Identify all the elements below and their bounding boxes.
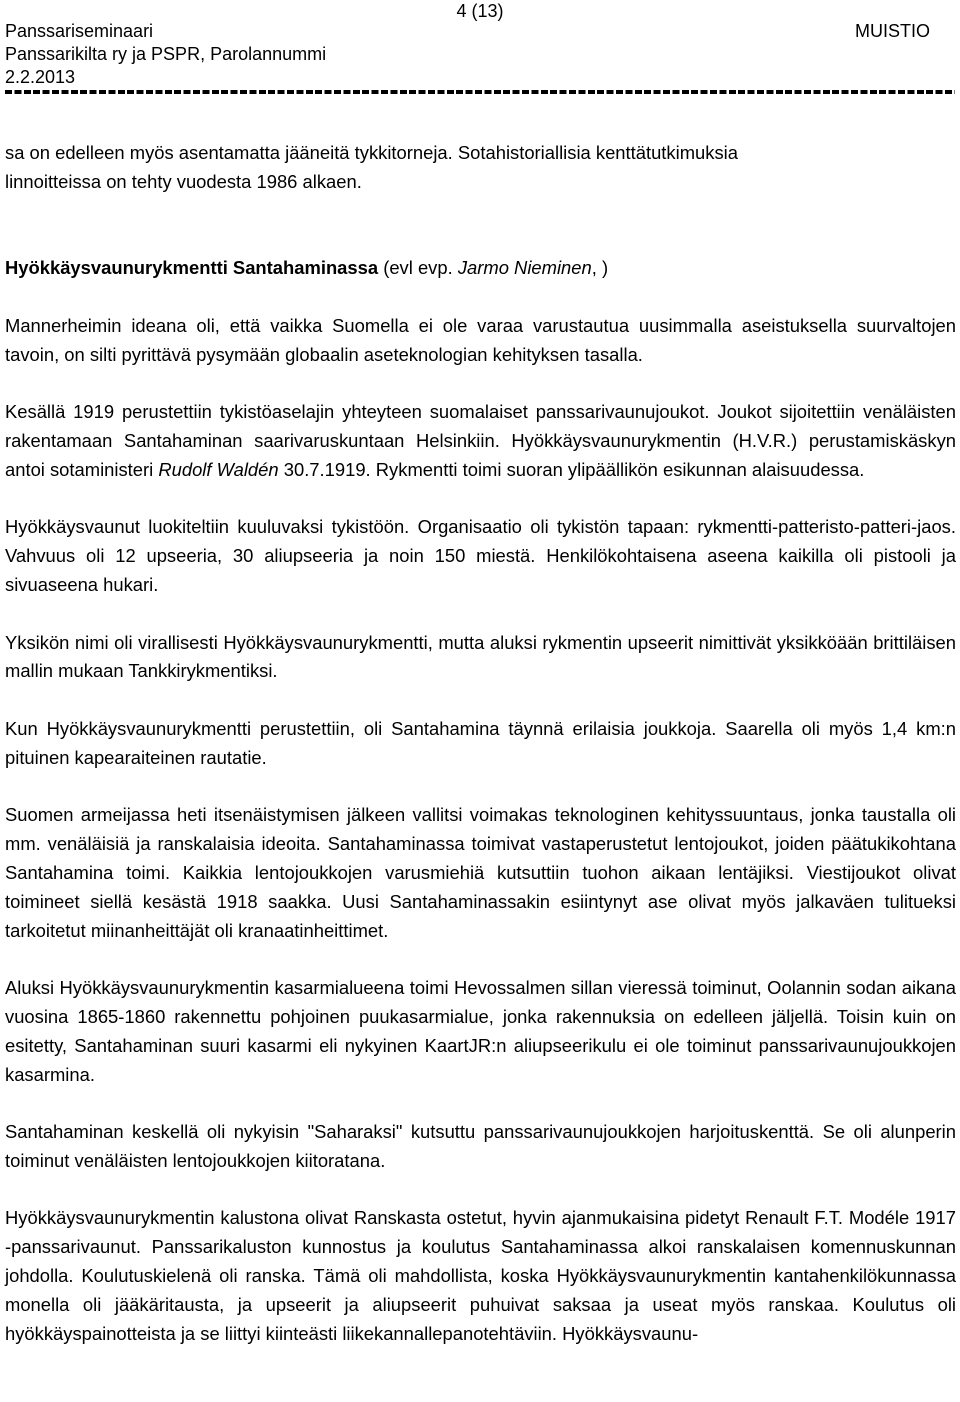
header-org-line2: Panssarikilta ry ja PSPR, Parolannummi (5, 44, 327, 64)
section-heading: Hyökkäysvaunurykmentti Santahaminassa (evl evp. Jarmo Nieminen, ) (5, 257, 609, 279)
paragraph-4: Yksikön nimi oli virallisesti Hyökkäysvaunurykmentti, mutta aluksi rykmentin upseerit nimittivät yksikköään brittiläisen mallin mukaan Tankkirykmentiksi. (5, 631, 956, 682)
document-body (5, 139, 956, 1348)
header-doc-type: MUISTIO (855, 21, 930, 41)
paragraph-5: Kun Hyökkäysvaunurykmentti perustettiin, oli Santahamina täynnä erilaisia joukkoja. Saarella oli myös 1,4 km:n pituinen kapearaiteinen rautatie. (5, 717, 956, 768)
paragraph-2: Kesällä 1919 perustettiin tykistöaselajin yhteyteen suomalaiset panssarivaunujoukot. Joukot sijoitettiin venäläisten rakentamaan Santahaminan saarivaruskuntaan Helsinkiin. Hyökkäysvaunurykmentin (H.V.R.) perustamiskäskyn antoi sotaministeri Rudolf Waldén 30.7.1919. Rykmentti toimi suoran ylipäällikön esikunnan alaisuudessa. (5, 401, 956, 480)
header-divider (5, 90, 955, 94)
section-heading-author: Jarmo Nieminen (457, 257, 592, 279)
paragraph-3: Hyökkäysvaunut luokiteltiin kuuluvaksi tykistöön. Organisaatio oli tykistön tapaan: rykmentti-patteristo-patteri-jaos. Vahvuus oli 12 upseeria, 30 aliupseeria ja noin 150 miestä. Henkilökohtaisena aseena kaikilla oli pistooli ja sivuaseena hukari. (5, 516, 956, 595)
paragraph-6: Suomen armeijassa heti itsenäistymisen jälkeen vallitsi voimakas teknologinen kehityssuuntaus, jonka taustalla oli mm. venäläisiä ja ranskalaisia ideoita. Santahaminassa toimivat vastaperustetut lentojoukot, joiden päätukikohtana Santahamina toimi. Kaikkia lentojoukkojen varusmiehiä kutsuttiin tuohon aikaan lentäjiksi. Viestijoukot olivat toimineet siellä kesästä 1918 saakka. Uusi Santahaminassakin esiintynyt ase olivat myös jalkaväen tulitueksi tarkoitetut miinanheittäjät oli kranaatinheittimet. (5, 804, 956, 941)
header-org-line1: Panssariseminaari (5, 21, 154, 41)
paragraph-9: Hyökkäysvaunurykmentin kalustona olivat Ranskasta ostetut, hyvin ajanmukaisina pidetyt Renault F.T. Modéle 1917 -panssarivaunut. Panssarikaluston kunnostus ja koulutus Santahaminassa alkoi ranskalaisen komennuskunnan johdolla. Koulutuskielenä oli ranska. Tämä oli mahdollista, koska Hyökkäysvaunurykmentin kantahenkilökunnassa monella oli jääkäritausta, ja upseerit ja aliupseerit puhuivat saksaa ja useat myös ranskaa. Koulutus oli hyökkäyspainotteista ja se liittyi kiinteästi liikekannallepanotehtäviin. Hyökkäysvaunu- (5, 1207, 956, 1344)
header-date: 2.2.2013 (5, 67, 76, 87)
page-number: 4 (13) (456, 1, 504, 21)
paragraph-8: Santahaminan keskellä oli nykyisin "Saharaksi" kutsuttu panssarivaunujoukkojen harjoituskenttä. Se oli alunperin toiminut venäläisten lentojoukkojen kiitoratana. (5, 1121, 956, 1171)
section-heading-title: Hyökkäysvaunurykmentti Santahaminassa (5, 257, 379, 279)
intro-line: sa on edelleen myös asentamatta jääneitä tykkitorneja. Sotahistoriallisia kenttätutkimuksia linnoitteissa on tehty vuodesta 1986 alkaen. (5, 142, 738, 192)
paragraph-1: Mannerheimin ideana oli, että vaikka Suomella ei ole varaa varustautua uusimmalla aseistuksella suurvaltojen tavoin, on silti pyrittävä pysymään globaalin aseteknologian kehityksen tasalla. (5, 314, 956, 365)
minister-name: Rudolf Waldén (158, 458, 279, 480)
paragraph-7: Aluksi Hyökkäysvaunurykmentin kasarmialueena toimi Hevossalmen sillan vieressä toiminut, Oolannin sodan aikana vuosina 1865-1860 rakennettu pohjoinen puukasarmialue, jonka rakennuksia on edelleen jäljellä. Toisin kuin on esitetty, Santahaminan suuri kasarmi eli nykyinen KaartJR:n aliupseerikulu ei ole toiminut panssarivaunujoukkojen kasarmina. (5, 977, 956, 1085)
